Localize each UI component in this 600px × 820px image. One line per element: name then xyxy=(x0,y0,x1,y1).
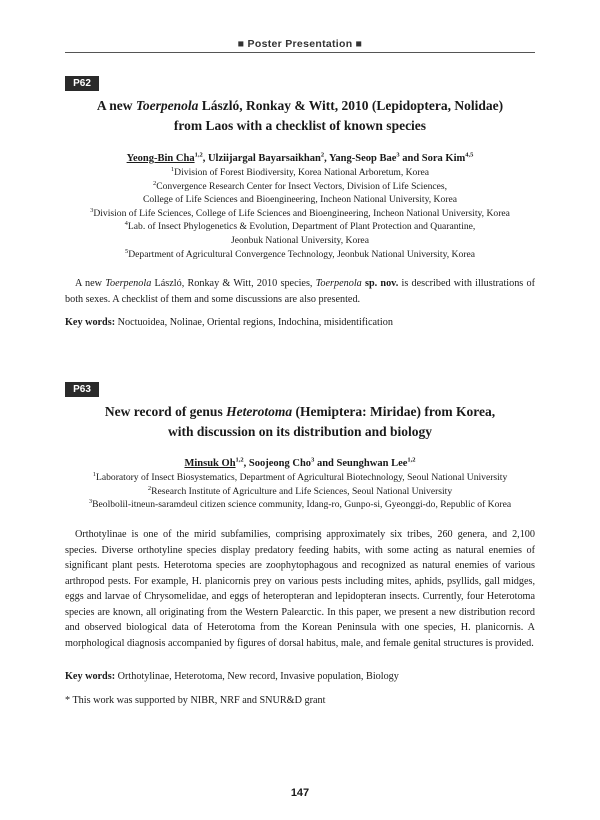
p63-author-1: Minsuk Oh xyxy=(184,458,236,469)
p62-affiliation: Jeonbuk National University, Korea xyxy=(231,234,369,246)
page-number: 147 xyxy=(290,787,310,799)
header-rule xyxy=(65,52,535,53)
p62-author-2: Ulziijargal Bayarsaikhan xyxy=(207,153,321,164)
p62-author-1: Yeong-Bin Cha xyxy=(126,153,195,164)
p62-authors: Yeong-Bin Cha$^{1,2}$, Ulziijargal Bayarsaikhan$^2$, Yang-Seop Bae$^3$ and Sora Kim$^{4,5}$ xyxy=(126,151,474,164)
p63-author-3: Seunghwan Lee xyxy=(336,458,408,469)
p62-affiliation: $^4$Lab. of Insect Phylogenetics & Evolution, Department of Plant Protection and Quarantine, xyxy=(124,220,476,233)
p62-affiliations xyxy=(65,166,535,261)
p63-title-line1: New record of genus Heterotoma (Hemiptera: Miridae) from Korea, xyxy=(104,404,496,419)
p62-affiliation: $^5$Department of Agricultural Convergence Technology, Jeonbuk National University, Korea xyxy=(125,247,475,260)
p62-author-4: Sora Kim xyxy=(421,153,466,164)
p63-affiliations xyxy=(65,471,535,512)
running-header: ■ Poster Presentation ■ xyxy=(237,38,363,50)
p63-affiliation: $^3$Beolbolil-itneun-saramdeul citizen science community, Idang-ro, Gunpo-si, Gyeonggi-do, Republic of Korea xyxy=(88,498,512,511)
p62-badge: P62 xyxy=(65,76,99,91)
p62-affiliation: $^2$Convergence Research Center for Insect Vectors, Division of Life Sciences, xyxy=(152,179,448,192)
funding-note: * This work was supported by NIBR, NRF and SNUR&D grant xyxy=(65,695,326,706)
p63-badge: P63 xyxy=(65,382,99,397)
p63-affiliation: $^1$Laboratory of Insect Biosystematics, Department of Agricultural Biotechnology, Seoul National University xyxy=(92,470,508,483)
p63-author-2: Soojeong Cho xyxy=(248,458,312,469)
p62-keywords: Key words: Noctuoidea, Nolinae, Oriental regions, Indochina, misidentification xyxy=(65,317,393,328)
p62-title xyxy=(65,96,535,136)
p63-abstract: Orthotylinae is one of the mirid subfamilies, comprising approximately six tribes, 260 genera, and 2,100 species. Diverse orthotyline species display predatory feeding habits, with some acting as natural enemies of significant plant pests. Heterotoma species are zoophytophagous and recognized as natural enemies of various arthropod pests. For example, H. planicornis prey on various pests including mites, aphids, psyllids, gall midges, eggs and larvae of Chrysomelidae, and eggs of heteropteran and lepidopteran insects. Currently, four Heterotoma species are known, all originating from the Western Palearctic. In this paper, we present a new distribution record and observed biological data of Heterotoma from the Korean Peninsula with one species, H. planicornis. A morphological diagnosis accompanied by figures of dorsal habitus, male, and female genital structures is provided. xyxy=(65,529,535,649)
p62-author-3: Yang-Seop Bae xyxy=(328,153,397,164)
p63-authors: Minsuk Oh$^{1,2}$, Soojeong Cho$^3$ and Seunghwan Lee$^{1,2}$ xyxy=(184,456,416,469)
p62-affiliation: College of Life Sciences and Bioengineering, Incheon National University, Korea xyxy=(142,194,457,206)
p62-affiliation: $^1$Division of Forest Biodiversity, Korea National Arboretum, Korea xyxy=(170,165,430,178)
p63-title-line2: with discussion on its distribution and biology xyxy=(167,424,433,439)
p63-title xyxy=(65,402,535,442)
p62-affiliation: $^3$Division of Life Sciences, College of Life Sciences and Bioengineering, Incheon National University, Korea xyxy=(90,206,510,219)
p63-keywords: Key words: Orthotylinae, Heterotoma, New record, Invasive population, Biology xyxy=(65,671,399,682)
p63-affiliation: $^2$Research Institute of Agriculture and Life Sciences, Seoul National University xyxy=(147,484,453,497)
p62-title-line1: A new Toerpenola László, Ronkay & Witt, 2010 (Lepidoptera, Nolidae) xyxy=(96,98,504,113)
p62-title-line2: from Laos with a checklist of known species xyxy=(173,118,427,133)
p62-abstract: A new Toerpenola László, Ronkay & Witt, 2010 species, Toerpenola sp. nov. is described with illustrations of both sexes. A checklist of them and some discussions are also presented. xyxy=(65,278,535,305)
